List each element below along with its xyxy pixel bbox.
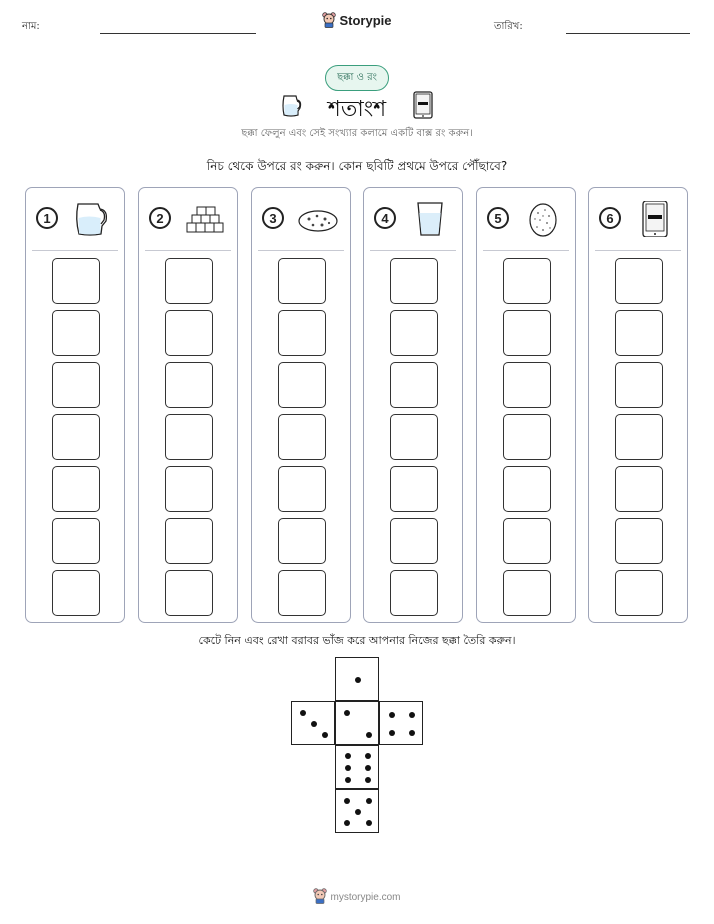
color-box[interactable] — [390, 414, 438, 460]
footer — [0, 888, 714, 907]
color-box[interactable] — [52, 466, 100, 512]
color-box[interactable] — [52, 570, 100, 616]
color-box[interactable] — [615, 362, 663, 408]
die-pip — [366, 732, 372, 738]
die-face-one — [335, 657, 379, 701]
color-box[interactable] — [165, 518, 213, 564]
footer-url[interactable]: mystorypie.com — [330, 892, 401, 904]
die-pip — [355, 677, 361, 683]
color-box[interactable] — [278, 310, 326, 356]
column-divider — [258, 250, 344, 251]
die-pip — [344, 820, 350, 826]
tablet-icon — [633, 201, 677, 237]
column-number: 2 — [149, 207, 171, 229]
column-divider — [32, 250, 118, 251]
color-box[interactable] — [615, 570, 663, 616]
color-box[interactable] — [390, 258, 438, 304]
die-pip — [409, 730, 415, 736]
die-pip — [365, 753, 371, 759]
color-box[interactable] — [503, 414, 551, 460]
color-box[interactable] — [390, 466, 438, 512]
cookie-icon — [296, 201, 340, 237]
color-box[interactable] — [165, 362, 213, 408]
color-box[interactable] — [52, 414, 100, 460]
color-box[interactable] — [165, 310, 213, 356]
bear-mascot-icon — [313, 888, 327, 907]
die-pip — [311, 721, 317, 727]
die-pip — [345, 777, 351, 783]
color-box[interactable] — [503, 258, 551, 304]
die-pip — [366, 820, 372, 826]
column-divider — [370, 250, 456, 251]
date-line[interactable] — [566, 33, 690, 34]
color-box[interactable] — [278, 362, 326, 408]
column-number: 3 — [262, 207, 284, 229]
color-box[interactable] — [278, 518, 326, 564]
tablet-icon — [413, 91, 433, 123]
dice-game-badge: ছক্কা ও রং — [325, 65, 389, 91]
page-title: শতাংশ — [327, 97, 387, 122]
color-box[interactable] — [278, 258, 326, 304]
die-face-five — [335, 789, 379, 833]
column-6 — [588, 187, 688, 623]
color-box[interactable] — [390, 570, 438, 616]
column-number: 1 — [36, 207, 58, 229]
color-box[interactable] — [503, 310, 551, 356]
column-number: 6 — [599, 207, 621, 229]
die-pip — [365, 777, 371, 783]
column-2 — [138, 187, 238, 623]
die-pip — [300, 710, 306, 716]
column-3 — [251, 187, 351, 623]
die-face-three — [291, 701, 335, 745]
color-box[interactable] — [278, 414, 326, 460]
color-box[interactable] — [165, 466, 213, 512]
color-box[interactable] — [615, 310, 663, 356]
die-pip — [345, 753, 351, 759]
die-face-four — [379, 701, 423, 745]
name-line[interactable] — [100, 33, 256, 34]
die-pip — [344, 798, 350, 804]
cut-instruction: কেটে নিন এবং রেখা বরাবর ভাঁজ করে আপনার নিজের ছক্কা তৈরি করুন। — [198, 634, 516, 647]
color-box[interactable] — [503, 466, 551, 512]
color-box[interactable] — [165, 258, 213, 304]
date-label: তারিখ: — [494, 21, 523, 32]
color-box[interactable] — [52, 258, 100, 304]
die-face-six — [335, 745, 379, 789]
color-box[interactable] — [503, 362, 551, 408]
jug-icon — [70, 201, 114, 237]
color-box[interactable] — [165, 570, 213, 616]
color-box[interactable] — [278, 570, 326, 616]
egg-icon — [521, 201, 565, 237]
column-divider — [145, 250, 231, 251]
die-pip — [389, 730, 395, 736]
instruction-text: নিচ থেকে উপরে রং করুন। কোন ছবিটি প্রথমে উপরে পৌঁছাবে? — [206, 159, 508, 173]
die-face-one — [335, 701, 379, 745]
color-box[interactable] — [615, 414, 663, 460]
color-box[interactable] — [390, 518, 438, 564]
bear-mascot-icon — [322, 12, 336, 31]
column-1 — [25, 187, 125, 623]
glass-icon — [408, 201, 452, 237]
color-box[interactable] — [390, 362, 438, 408]
column-number: 4 — [374, 207, 396, 229]
color-box[interactable] — [52, 310, 100, 356]
die-pip — [344, 710, 350, 716]
color-box[interactable] — [615, 518, 663, 564]
brand-name: Storypie — [339, 12, 392, 28]
column-divider — [595, 250, 681, 251]
color-box[interactable] — [390, 310, 438, 356]
page-subtitle: ছক্কা ফেলুন এবং সেই সংখ্যার কলামে একটি বাক্স রং করুন। — [241, 128, 473, 139]
column-number: 5 — [487, 207, 509, 229]
brand-logo — [0, 12, 714, 31]
sugar-cubes-icon — [183, 201, 227, 237]
color-box[interactable] — [615, 466, 663, 512]
die-pip — [322, 732, 328, 738]
column-4 — [363, 187, 463, 623]
color-box[interactable] — [503, 570, 551, 616]
color-box[interactable] — [52, 362, 100, 408]
column-5 — [476, 187, 576, 623]
color-box[interactable] — [615, 258, 663, 304]
die-pip — [355, 809, 361, 815]
die-pip — [345, 765, 351, 771]
color-box[interactable] — [165, 414, 213, 460]
color-box[interactable] — [52, 518, 100, 564]
color-box[interactable] — [278, 466, 326, 512]
column-divider — [483, 250, 569, 251]
die-pip — [366, 798, 372, 804]
color-box[interactable] — [503, 518, 551, 564]
die-pip — [365, 765, 371, 771]
die-pip — [409, 712, 415, 718]
die-pip — [389, 712, 395, 718]
name-label: নাম: — [22, 21, 40, 32]
